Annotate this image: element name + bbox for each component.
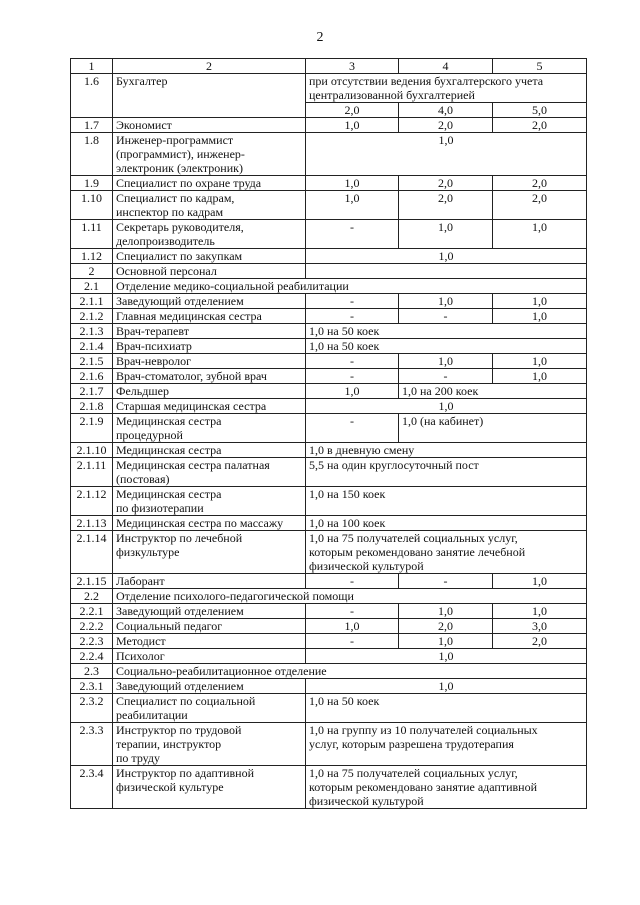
position-name: Бухгалтер [113, 74, 306, 118]
value-col4: 1,0 [399, 604, 493, 619]
value-col3: 1,0 [306, 176, 399, 191]
table-header-row [71, 59, 587, 74]
row-number: 2 [71, 264, 113, 279]
table-row [71, 487, 587, 516]
table-row [71, 324, 587, 339]
position-name: Секретарь руководителя, делопроизводитель [113, 220, 306, 249]
row-number: 1.11 [71, 220, 113, 249]
row-number: 2.1.14 [71, 531, 113, 574]
table-row [71, 619, 587, 634]
table-row [71, 220, 587, 249]
value-col45: 1,0 на 200 коек [399, 384, 587, 399]
value-col45: 1,0 (на кабинет) [399, 414, 587, 443]
header-cell: 3 [306, 59, 399, 74]
value-col3: - [306, 220, 399, 249]
table-row [71, 414, 587, 443]
row-number: 1.10 [71, 191, 113, 220]
value-col4: 1,0 [399, 294, 493, 309]
row-number: 2.1.5 [71, 354, 113, 369]
row-number: 2.3.4 [71, 766, 113, 809]
value-col3: - [306, 354, 399, 369]
row-number: 2.1.4 [71, 339, 113, 354]
table-row [71, 249, 587, 264]
value-col4: 2,0 [399, 118, 493, 133]
row-number: 2.3.1 [71, 679, 113, 694]
value-col4: - [399, 309, 493, 324]
table-row [71, 634, 587, 649]
table-row [71, 458, 587, 487]
table-row [71, 191, 587, 220]
position-name: Инженер-программист (программист), инженер- электроник (электроник) [113, 133, 306, 176]
row-number: 2.3 [71, 664, 113, 679]
value-col4: 2,0 [399, 191, 493, 220]
value-col4: 4,0 [399, 103, 493, 118]
position-name: Лаборант [113, 574, 306, 589]
header-cell: 5 [493, 59, 587, 74]
position-name: Экономист [113, 118, 306, 133]
value-col3: - [306, 294, 399, 309]
value-col5: 1,0 [493, 574, 587, 589]
header-cell: 2 [113, 59, 306, 74]
value-col5: 1,0 [493, 369, 587, 384]
position-name: Главная медицинская сестра [113, 309, 306, 324]
table-row [71, 294, 587, 309]
table-row [71, 531, 587, 574]
value-col4: - [399, 574, 493, 589]
section-row [71, 589, 587, 604]
table-row [71, 604, 587, 619]
position-name: Врач-стоматолог, зубной врач [113, 369, 306, 384]
value-col5: 1,0 [493, 354, 587, 369]
header-cell: 1 [71, 59, 113, 74]
table-row [71, 679, 587, 694]
value-span: 1,0 на 150 коек [306, 487, 587, 516]
position-name: Инструктор по лечебной физкультуре [113, 531, 306, 574]
row-number: 2.1.12 [71, 487, 113, 516]
row-number: 2.3.2 [71, 694, 113, 723]
value-col3: - [306, 574, 399, 589]
position-name: Фельдшер [113, 384, 306, 399]
row-number: 1.8 [71, 133, 113, 176]
table-row [71, 369, 587, 384]
row-number: 2.2.3 [71, 634, 113, 649]
value-span: 1,0 на 100 коек [306, 516, 587, 531]
row-number: 2.1 [71, 279, 113, 294]
row-number: 2.2.2 [71, 619, 113, 634]
position-name: Заведующий отделением [113, 604, 306, 619]
position-name: Специалист по закупкам [113, 249, 306, 264]
position-name: Методист [113, 634, 306, 649]
row-number: 2.1.11 [71, 458, 113, 487]
row-number: 2.2 [71, 589, 113, 604]
value-col4: 2,0 [399, 176, 493, 191]
value-col3: 1,0 [306, 384, 399, 399]
section-row [71, 279, 587, 294]
section-title: Отделение психолого-педагогической помощи [113, 589, 587, 604]
value-span: 1,0 [306, 133, 587, 176]
value-col5: 1,0 [493, 220, 587, 249]
position-name: Врач-невролог [113, 354, 306, 369]
value-span: 1,0 на 75 получателей социальных услуг, которым рекомендовано занятие лечебной физической культурой [306, 531, 587, 574]
table-row [71, 766, 587, 809]
table-row [71, 74, 587, 103]
value-span: 1,0 [306, 649, 587, 664]
value-span: 1,0 на 50 коек [306, 324, 587, 339]
value-col3: 2,0 [306, 103, 399, 118]
value-span: 1,0 на 50 коек [306, 694, 587, 723]
value-col5: 1,0 [493, 604, 587, 619]
position-name: Врач-психиатр [113, 339, 306, 354]
value-col3: 1,0 [306, 619, 399, 634]
row-number: 2.3.3 [71, 723, 113, 766]
row-number: 1.6 [71, 74, 113, 118]
position-name: Инструктор по адаптивной физической культуре [113, 766, 306, 809]
value-col3: 1,0 [306, 191, 399, 220]
value-col4: 2,0 [399, 619, 493, 634]
table-row [71, 649, 587, 664]
table-row [71, 118, 587, 133]
row-number: 1.7 [71, 118, 113, 133]
value-col4: 1,0 [399, 354, 493, 369]
position-name: Специалист по кадрам, инспектор по кадрам [113, 191, 306, 220]
position-name: Медицинская сестра по физиотерапии [113, 487, 306, 516]
table-row [71, 339, 587, 354]
table-row [71, 384, 587, 399]
value-col3: - [306, 634, 399, 649]
table-row [71, 443, 587, 458]
table-row [71, 723, 587, 766]
position-name: Социальный педагог [113, 619, 306, 634]
row-number: 2.1.2 [71, 309, 113, 324]
value-span: 1,0 на 50 коек [306, 339, 587, 354]
value-col3: - [306, 414, 399, 443]
position-name: Медицинская сестра по массажу [113, 516, 306, 531]
position-name: Заведующий отделением [113, 679, 306, 694]
page-number: 2 [316, 30, 324, 45]
section-title: Социально-реабилитационное отделение [113, 664, 587, 679]
position-name: Основной персонал [113, 264, 306, 279]
value-col5: 3,0 [493, 619, 587, 634]
row-number: 2.1.8 [71, 399, 113, 414]
value-col5: 5,0 [493, 103, 587, 118]
value-col3: - [306, 309, 399, 324]
value-col5: 1,0 [493, 294, 587, 309]
position-name: Врач-терапевт [113, 324, 306, 339]
row-number: 2.1.7 [71, 384, 113, 399]
position-name: Заведующий отделением [113, 294, 306, 309]
position-name: Медицинская сестра палатная (постовая) [113, 458, 306, 487]
position-name: Специалист по охране труда [113, 176, 306, 191]
row-number: 2.1.6 [71, 369, 113, 384]
position-name: Старшая медицинская сестра [113, 399, 306, 414]
table-row [71, 574, 587, 589]
row-number: 2.1.13 [71, 516, 113, 531]
table-row [71, 133, 587, 176]
row-number: 2.1.10 [71, 443, 113, 458]
value-col5: 2,0 [493, 634, 587, 649]
position-name: Инструктор по трудовой терапии, инструктор по труду [113, 723, 306, 766]
value-col4: 1,0 [399, 220, 493, 249]
value-col3: - [306, 604, 399, 619]
position-name: Медицинская сестра процедурной [113, 414, 306, 443]
value-span: 1,0 на 75 получателей социальных услуг, которым рекомендовано занятие адаптивной физической культурой [306, 766, 587, 809]
table-row [71, 176, 587, 191]
table-row [71, 694, 587, 723]
value-col5: 2,0 [493, 118, 587, 133]
row-note: при отсутствии ведения бухгалтерского учета централизованной бухгалтерией [306, 74, 587, 103]
value-col5: 2,0 [493, 176, 587, 191]
value-col5: 2,0 [493, 191, 587, 220]
value-col3: 1,0 [306, 118, 399, 133]
row-number: 1.12 [71, 249, 113, 264]
value-col3: - [306, 369, 399, 384]
value-span [306, 264, 587, 279]
section-row [71, 664, 587, 679]
value-col4: - [399, 369, 493, 384]
table-row [71, 354, 587, 369]
row-number: 1.9 [71, 176, 113, 191]
position-name: Медицинская сестра [113, 443, 306, 458]
row-number: 2.1.3 [71, 324, 113, 339]
row-number: 2.1.15 [71, 574, 113, 589]
table-row [71, 399, 587, 414]
section-title: Отделение медико-социальной реабилитации [113, 279, 587, 294]
value-span: 1,0 [306, 249, 587, 264]
table-row [71, 264, 587, 279]
row-number: 2.1.1 [71, 294, 113, 309]
position-name: Специалист по социальной реабилитации [113, 694, 306, 723]
row-number: 2.2.4 [71, 649, 113, 664]
value-col4: 1,0 [399, 634, 493, 649]
staffing-table [70, 58, 587, 809]
position-name: Психолог [113, 649, 306, 664]
table-row [71, 309, 587, 324]
value-span: 1,0 [306, 399, 587, 414]
value-span: 1,0 [306, 679, 587, 694]
row-number: 2.2.1 [71, 604, 113, 619]
value-col5: 1,0 [493, 309, 587, 324]
header-cell: 4 [399, 59, 493, 74]
row-number: 2.1.9 [71, 414, 113, 443]
value-span: 5,5 на один круглосуточный пост [306, 458, 587, 487]
table-row [71, 516, 587, 531]
value-span: 1,0 в дневную смену [306, 443, 587, 458]
value-span: 1,0 на группу из 10 получателей социальных услуг, которым разрешена трудотерапия [306, 723, 587, 766]
